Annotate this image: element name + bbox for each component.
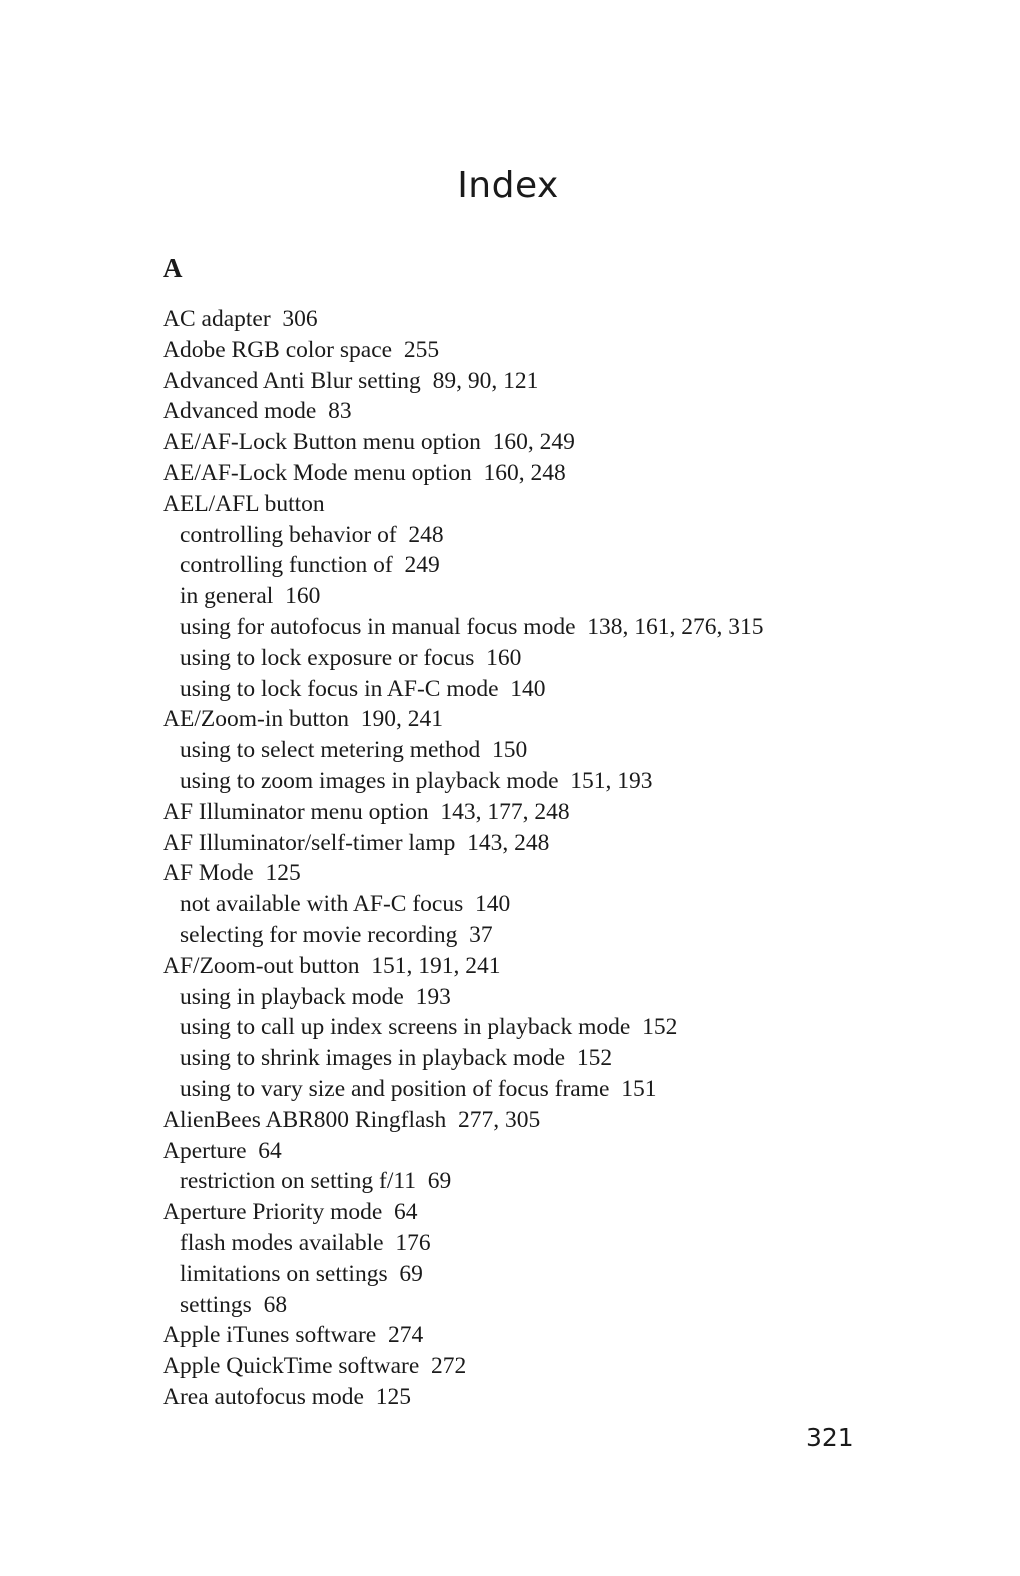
- index-pages: 152: [576, 1045, 613, 1072]
- index-list: [163, 304, 764, 1413]
- index-entry: [163, 1351, 764, 1382]
- index-pages: 138, 161, 276, 315: [587, 613, 764, 640]
- index-subentry: [163, 1074, 764, 1105]
- index-entry: [163, 1382, 764, 1413]
- index-pages: 152: [642, 1014, 678, 1041]
- index-entry: [163, 1105, 764, 1136]
- index-subentry: [163, 1012, 764, 1043]
- index-term: AE/AF-Lock Button menu option: [163, 429, 481, 456]
- index-term: Advanced mode: [163, 398, 317, 425]
- index-entry: [163, 828, 764, 859]
- index-pages: 83: [328, 398, 352, 425]
- index-pages: 255: [403, 336, 440, 363]
- index-pages: 193: [415, 983, 451, 1010]
- index-term: Adobe RGB color space: [163, 336, 393, 363]
- index-term: AF Illuminator menu option: [163, 798, 429, 825]
- index-pages: 37: [469, 921, 493, 948]
- index-pages: 143, 248: [467, 829, 550, 856]
- index-subentry: [163, 520, 764, 551]
- index-term: AE/Zoom-in button: [163, 706, 350, 733]
- index-term: using to lock focus in AF-C mode: [180, 675, 499, 702]
- section-heading: A: [163, 253, 183, 283]
- index-pages: 249: [404, 552, 440, 579]
- index-term: using in playback mode: [180, 983, 404, 1010]
- index-entry: [163, 1136, 764, 1167]
- index-term: controlling function of: [180, 552, 393, 579]
- index-subentry: [163, 1228, 764, 1259]
- index-entry: [163, 458, 764, 489]
- index-entry: [163, 858, 764, 889]
- index-term: selecting for movie recording: [180, 921, 458, 948]
- index-term: using to select metering method: [180, 737, 481, 764]
- index-subentry: [163, 643, 764, 674]
- index-entry: [163, 427, 764, 458]
- index-term: settings: [180, 1291, 252, 1318]
- index-entry: [163, 797, 764, 828]
- index-term: Aperture Priority mode: [163, 1199, 383, 1226]
- index-entry: [163, 951, 764, 982]
- index-term: restriction on setting f/11: [180, 1168, 417, 1195]
- index-entry: [163, 489, 764, 520]
- index-pages: 125: [375, 1383, 411, 1410]
- index-term: controlling behavior of: [180, 521, 397, 548]
- index-pages: 125: [265, 860, 301, 887]
- index-entry: [163, 304, 764, 335]
- index-entry: [163, 1320, 764, 1351]
- index-term: AF/Zoom-out button: [163, 952, 360, 979]
- index-pages: 160: [285, 583, 321, 610]
- index-entry: [163, 335, 764, 366]
- index-term: flash modes available: [180, 1229, 384, 1256]
- index-term: in general: [180, 583, 274, 610]
- index-subentry: [163, 1043, 764, 1074]
- index-pages: 64: [258, 1137, 282, 1164]
- index-term: using for autofocus in manual focus mode: [180, 613, 576, 640]
- index-term: Aperture: [163, 1137, 247, 1164]
- index-term: AlienBees ABR800 Ringflash: [163, 1106, 447, 1133]
- index-term: AEL/AFL button: [163, 490, 325, 517]
- index-term: AC adapter: [163, 306, 271, 332]
- index-pages: 151: [621, 1075, 657, 1102]
- index-pages: 68: [263, 1291, 288, 1318]
- index-pages: 272: [431, 1353, 467, 1380]
- index-term: using to zoom images in playback mode: [180, 767, 559, 794]
- index-subentry: [163, 1166, 764, 1197]
- index-term: AE/AF-Lock Mode menu option: [163, 459, 472, 486]
- index-pages: 274: [387, 1322, 424, 1349]
- index-pages: 176: [395, 1229, 431, 1256]
- index-subentry: [163, 674, 764, 705]
- index-subentry: [163, 1259, 764, 1290]
- index-subentry: [163, 735, 764, 766]
- index-pages: 160, 248: [483, 459, 566, 486]
- index-subentry: [163, 982, 764, 1013]
- index-term: using to vary size and position of focus frame: [180, 1075, 610, 1102]
- index-subentry: [163, 1290, 764, 1321]
- index-term: using to shrink images in playback mode: [180, 1045, 566, 1072]
- index-pages: 64: [394, 1199, 418, 1226]
- index-pages: 89, 90, 121: [432, 367, 539, 394]
- index-term: using to lock exposure or focus: [180, 644, 475, 671]
- index-term: not available with AF-C focus: [180, 891, 464, 918]
- index-pages: 151, 191, 241: [371, 952, 501, 979]
- index-pages: 277, 305: [458, 1106, 541, 1133]
- index-term: AF Mode: [163, 860, 254, 887]
- index-term: using to call up index screens in playback mode: [180, 1014, 631, 1041]
- index-term: Area autofocus mode: [163, 1383, 364, 1410]
- index-subentry: [163, 889, 764, 920]
- index-pages: 160, 249: [492, 429, 575, 456]
- page-title: Index: [457, 165, 559, 206]
- index-pages: 69: [399, 1260, 423, 1287]
- index-term: Apple QuickTime software: [163, 1353, 420, 1380]
- index-term: Advanced Anti Blur setting: [163, 367, 421, 394]
- index-entry: [163, 704, 764, 735]
- index-term: limitations on settings: [180, 1260, 388, 1287]
- index-subentry: [163, 766, 764, 797]
- index-subentry: [163, 920, 764, 951]
- index-pages: 190, 241: [360, 706, 444, 733]
- index-pages: 150: [491, 737, 528, 764]
- index-pages: 140: [510, 675, 546, 702]
- index-term: Apple iTunes software: [163, 1322, 377, 1349]
- index-pages: 140: [475, 891, 511, 918]
- index-pages: 248: [408, 521, 444, 548]
- index-subentry: [163, 612, 764, 643]
- index-pages: 306: [282, 306, 318, 332]
- index-entry: [163, 1197, 764, 1228]
- index-pages: 151, 193: [570, 767, 653, 794]
- index-subentry: [163, 550, 764, 581]
- index-pages: 69: [427, 1168, 452, 1195]
- index-pages: 143, 177, 248: [440, 798, 570, 825]
- page-number: 321: [806, 1423, 854, 1452]
- index-pages: 160: [486, 644, 522, 671]
- index-subentry: [163, 581, 764, 612]
- index-entry: [163, 366, 764, 397]
- index-entry: [163, 396, 764, 427]
- index-term: AF Illuminator/self-timer lamp: [163, 829, 456, 856]
